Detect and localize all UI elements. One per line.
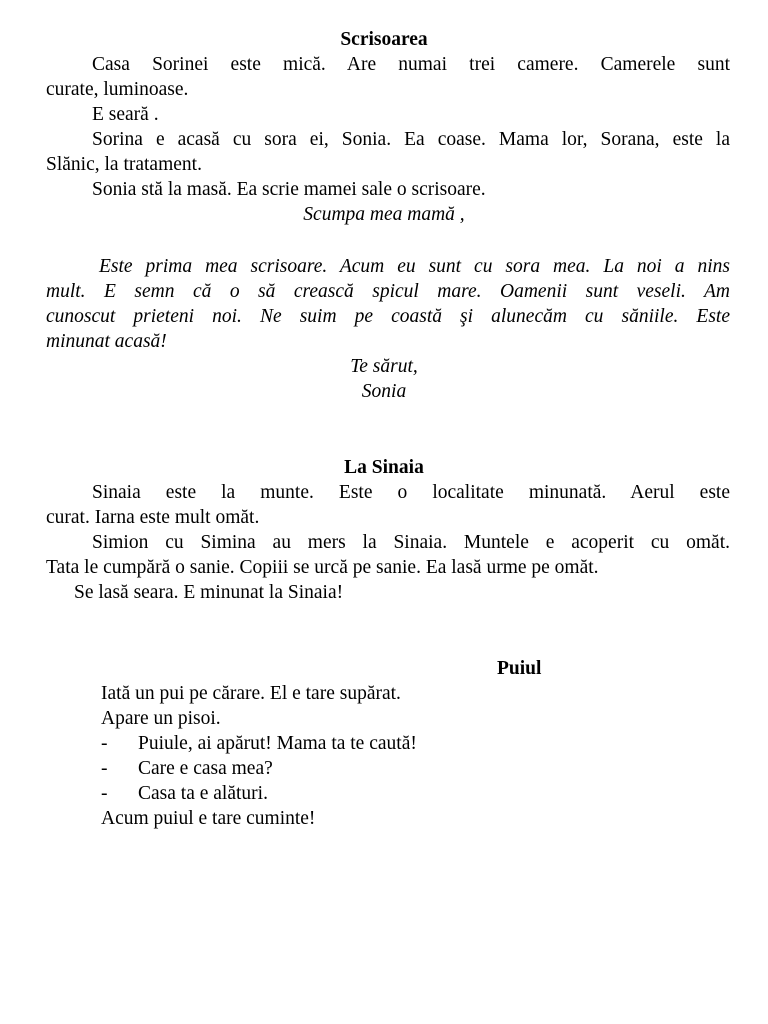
dialog-line: Care e casa mea?	[138, 758, 273, 779]
letter-closing: Te sărut,	[350, 356, 418, 377]
paragraph-line: E seară .	[92, 104, 159, 125]
letter-line: minunat acasă!	[46, 331, 167, 352]
dialog-line: Casa ta e alături.	[138, 783, 268, 804]
letter-line: cunoscut prieteni noi. Ne suim pe coastă şi alunecăm cu săniile. Este	[46, 306, 730, 327]
dialog-dash: -	[101, 733, 108, 754]
paragraph-line: Iată un pui pe cărare. El e tare supărat.	[101, 683, 401, 704]
paragraph-line: Sonia stă la masă. Ea scrie mamei sale o scrisoare.	[92, 179, 486, 200]
letter-greeting: Scumpa mea mamă ,	[303, 204, 465, 225]
story-title-scrisoarea: Scrisoarea	[340, 29, 428, 50]
dialog-dash: -	[101, 783, 108, 804]
dialog-dash: -	[101, 758, 108, 779]
story-title-la-sinaia: La Sinaia	[344, 457, 424, 478]
letter-line: Este prima mea scrisoare. Acum eu sunt cu sora mea. La noi a nins	[99, 256, 730, 277]
paragraph-line: Sorina e acasă cu sora ei, Sonia. Ea coase. Mama lor, Sorana, este la	[92, 129, 730, 150]
paragraph-line: Slănic, la tratament.	[46, 154, 202, 175]
paragraph-line: Tata le cumpără o sanie. Copiii se urcă pe sanie. Ea lasă urme pe omăt.	[46, 557, 599, 578]
story-title-puiul: Puiul	[497, 658, 542, 679]
paragraph-line: curate, luminoase.	[46, 79, 189, 100]
paragraph-line: curat. Iarna este mult omăt.	[46, 507, 260, 528]
dialog-line: Puiule, ai apărut! Mama ta te caută!	[138, 733, 417, 754]
paragraph-line: Se lasă seara. E minunat la Sinaia!	[74, 582, 344, 603]
paragraph-line: Acum puiul e tare cuminte!	[101, 808, 316, 829]
letter-line: mult. E semn că o să crească spicul mare. Oamenii sunt veseli. Am	[46, 281, 730, 302]
paragraph-line: Sinaia este la munte. Este o localitate minunată. Aerul este	[92, 482, 730, 503]
paragraph-line: Simion cu Simina au mers la Sinaia. Muntele e acoperit cu omăt.	[92, 532, 730, 553]
letter-signature: Sonia	[361, 381, 407, 402]
paragraph-line: Apare un pisoi.	[101, 708, 221, 729]
paragraph-line: Casa Sorinei este mică. Are numai trei camere. Camerele sunt	[92, 54, 730, 75]
